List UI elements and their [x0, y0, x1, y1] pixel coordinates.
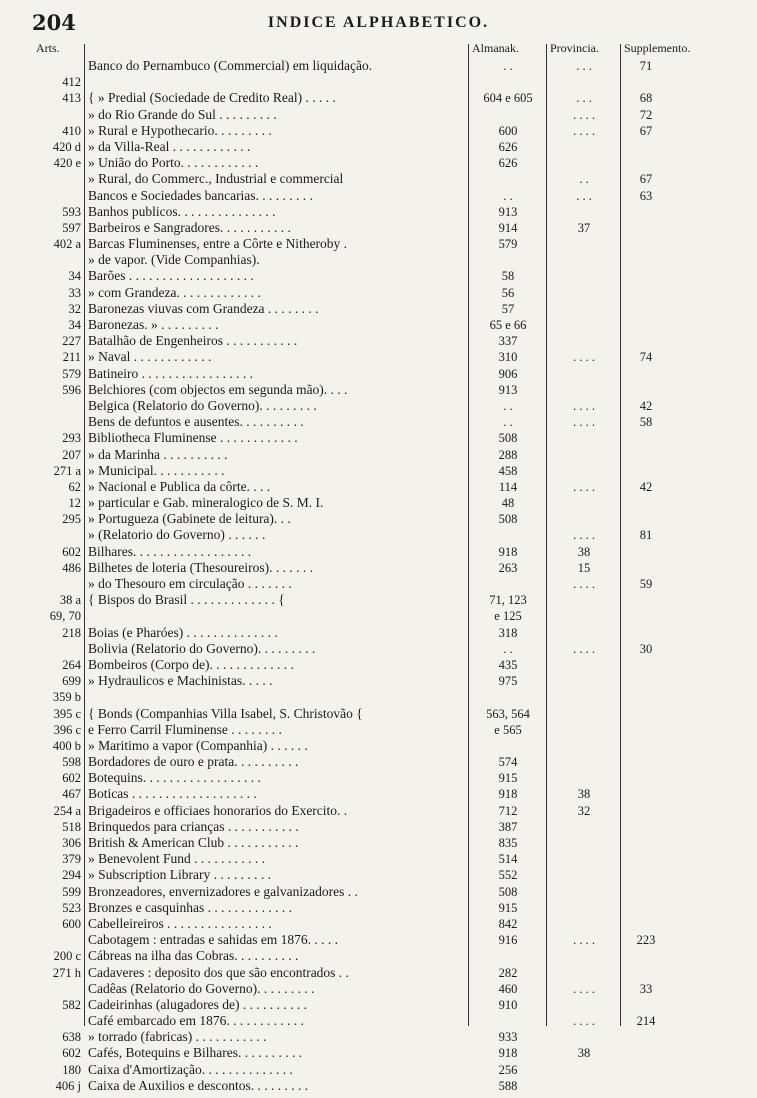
entry-text: Banhos publicos. . . . . . . . . . . . . . . — [88, 203, 276, 219]
index-entry — [0, 948, 757, 964]
entry-text: » do Thesouro em circulação . . . . . . . — [88, 576, 292, 591]
entry-article-number: 12 — [68, 496, 81, 511]
entry-text: » particular e Gab. mineralogico de S. M. I. — [88, 495, 324, 511]
entry-provincia-page: . . . . — [573, 479, 595, 494]
index-entry — [0, 608, 757, 624]
index-entry — [0, 171, 757, 187]
entry-article-number: 33 — [68, 285, 81, 300]
entry-provincia-page: . . . . — [573, 123, 595, 138]
entry-text: Caixa d'Amortização. . . . . . . . . . . . . . — [88, 1061, 293, 1077]
entry-text: Boias (e Pharóes) . . . . . . . . . . . . . . — [88, 624, 278, 640]
entry-text: » (Relatorio do Governo) . . . . . . — [88, 527, 266, 543]
entry-article-number: 596 — [62, 382, 81, 397]
entry-text: » torrado (fabricas) . . . . . . . . . . . — [88, 1029, 267, 1045]
entry-supplemento-page: 72 — [639, 107, 653, 122]
entry-almanak-page: 514 — [498, 852, 518, 867]
entry-almanak-page: 435 — [498, 657, 518, 672]
entry-almanak-page: 508 — [498, 884, 518, 899]
entry-provincia-page: 38 — [577, 544, 591, 559]
entry-almanak-page: 913 — [498, 382, 518, 397]
index-entry — [0, 754, 757, 770]
entry-article-number: 294 — [62, 868, 81, 883]
entry-almanak-page: 552 — [498, 868, 518, 883]
entry-article-number: 582 — [62, 997, 81, 1012]
index-entry — [0, 851, 757, 867]
entry-supplemento-page: 58 — [639, 415, 653, 430]
index-entry — [0, 139, 757, 155]
index-entry — [0, 414, 757, 430]
entry-provincia-page: . . . . — [573, 350, 595, 365]
entry-almanak-page: 626 — [498, 139, 518, 154]
entry-text: » do Rio Grande do Sul . . . . . . . . . — [88, 106, 277, 122]
entry-text: Cadaveres : deposito dos que são encontrados . . — [88, 964, 349, 980]
index-entry — [0, 884, 757, 900]
entry-almanak-page: 842 — [498, 916, 518, 931]
index-entry — [0, 932, 757, 948]
index-entry — [0, 900, 757, 916]
entry-article-number: 34 — [68, 318, 81, 332]
entry-almanak-page: 906 — [498, 366, 518, 381]
entry-text: Brinquedos para crianças . . . . . . . . . . . — [88, 818, 299, 834]
entry-almanak-page: 915 — [498, 900, 518, 915]
index-entry — [0, 641, 757, 657]
index-entry — [0, 317, 757, 333]
entry-almanak-page: 588 — [498, 1078, 518, 1093]
entry-almanak-page: e 125 — [494, 609, 522, 624]
index-entry — [0, 657, 757, 673]
entry-text: Baronezas. » . . . . . . . . . — [88, 317, 219, 332]
entry-supplemento-page: 68 — [639, 91, 653, 106]
entry-text: Cadeirinhas (alugadores de) . . . . . . . . . . — [88, 996, 307, 1012]
index-entry — [0, 430, 757, 446]
index-entry — [0, 90, 757, 106]
entry-provincia-page: 38 — [577, 1046, 591, 1061]
entry-almanak-page: 57 — [501, 301, 515, 316]
entry-almanak-page: 114 — [498, 479, 518, 494]
entry-almanak-page: 918 — [498, 1046, 518, 1061]
index-entry — [0, 544, 757, 560]
entry-article-number: 400 b — [52, 738, 81, 753]
index-entry — [0, 527, 757, 543]
entry-text: » da Marinha . . . . . . . . . . — [88, 446, 228, 462]
entry-text: Caixa de Auxilios e descontos. . . . . . . . . — [88, 1077, 309, 1093]
entry-supplemento-page: 71 — [639, 59, 653, 73]
entry-almanak-page: 913 — [498, 204, 518, 219]
entry-article-number: 602 — [62, 771, 81, 786]
entry-text: Bombeiros (Corpo de). . . . . . . . . . . . . — [88, 656, 294, 672]
entry-text: Bens de defuntos e ausentes. . . . . . . . . . — [88, 414, 304, 430]
entry-text: Bordadores de ouro e prata. . . . . . . . . . — [88, 754, 299, 770]
entry-article-number: 293 — [62, 431, 81, 446]
entry-almanak-page: 256 — [498, 1062, 518, 1077]
entry-text: Batalhão de Engenheiros . . . . . . . . . . . — [88, 333, 298, 349]
entry-article-number: 38 a — [59, 593, 81, 608]
index-entry — [0, 916, 757, 932]
entry-text: Boticas . . . . . . . . . . . . . . . . . . . — [88, 786, 257, 802]
entry-article-number: 402 a — [53, 237, 81, 252]
index-entry — [0, 204, 757, 220]
index-entry — [0, 398, 757, 414]
entry-article-number: 218 — [62, 625, 81, 640]
entry-provincia-page: 15 — [577, 560, 591, 575]
entry-provincia-page: . . . — [576, 188, 592, 203]
entry-supplemento-page: 63 — [639, 188, 653, 203]
index-entry — [0, 268, 757, 284]
entry-almanak-page: 563, 564 — [486, 706, 530, 721]
index-entry — [0, 74, 757, 90]
entry-article-number: 254 a — [53, 803, 81, 818]
entry-text: » Municipal. . . . . . . . . . . — [88, 462, 225, 478]
entry-text: Bilhares. . . . . . . . . . . . . . . . . . — [88, 543, 252, 559]
entry-text: » Maritimo a vapor (Companhia) . . . . . . — [88, 737, 308, 753]
entry-article-number: 420 e — [53, 156, 81, 171]
entry-almanak-page: 918 — [498, 787, 518, 802]
entry-supplemento-page: 30 — [639, 641, 653, 656]
entry-text: » Portugueza (Gabinete de leitura). . . — [88, 511, 291, 527]
entry-almanak-page: 712 — [498, 803, 518, 818]
index-entry — [0, 463, 757, 479]
entry-almanak-page: 915 — [498, 771, 518, 786]
index-entry — [0, 981, 757, 997]
entry-almanak-page: 604 e 605 — [483, 91, 533, 106]
entry-text: » com Grandeza. . . . . . . . . . . . . — [88, 284, 261, 300]
entry-text: » Rural, do Commerc., Industrial e commercial — [88, 171, 344, 187]
entry-text: Barcas Fluminenses, entre a Côrte e Nitheroby . — [88, 236, 348, 252]
entry-supplemento-page: 223 — [636, 933, 656, 948]
entry-supplemento-page: 42 — [639, 479, 653, 494]
entry-provincia-page: . . — [579, 172, 589, 187]
entry-provincia-page: . . . . — [573, 415, 595, 430]
entry-article-number: 200 c — [53, 949, 81, 964]
entry-article-number: 62 — [68, 479, 81, 494]
entry-almanak-page: . . — [503, 59, 513, 73]
entry-supplemento-page: 67 — [639, 172, 653, 187]
entry-text: Bilhetes de loteria (Thesoureiros). . . . . . . — [88, 559, 313, 575]
index-entry — [0, 495, 757, 511]
entry-article-number: 227 — [62, 334, 81, 349]
entry-text: { Bispos do Brasil . . . . . . . . . . . . . { — [88, 592, 285, 608]
entry-text: Belchiores (com objectos em segunda mão). . . . — [88, 381, 348, 397]
entry-almanak-page: 910 — [498, 997, 518, 1012]
entry-article-number: 699 — [62, 674, 81, 689]
index-entry — [0, 1045, 757, 1061]
entry-almanak-page: 387 — [498, 819, 518, 834]
entry-almanak-page: 579 — [498, 237, 518, 252]
entry-provincia-page: . . . . — [573, 981, 595, 996]
index-entry — [0, 349, 757, 365]
index-entry — [0, 1062, 757, 1078]
entry-almanak-page: 56 — [501, 285, 515, 300]
entry-article-number: 593 — [62, 204, 81, 219]
index-entry — [0, 689, 757, 705]
entry-supplemento-page: 74 — [639, 350, 653, 365]
entry-text: Café embarcado em 1876. . . . . . . . . . . . — [88, 1013, 304, 1029]
entry-article-number: 523 — [62, 900, 81, 915]
entry-text: Cabelleireiros . . . . . . . . . . . . . . . . — [88, 915, 272, 931]
entry-supplemento-page: 33 — [639, 981, 653, 996]
index-entry — [0, 479, 757, 495]
index-entry — [0, 1029, 757, 1045]
entry-almanak-page: 318 — [498, 625, 518, 640]
entry-text: Batineiro . . . . . . . . . . . . . . . . . — [88, 365, 253, 381]
entry-text: Cafés, Botequins e Bilhares. . . . . . . . . . — [88, 1045, 303, 1061]
entry-text: Barbeiros e Sangradores. . . . . . . . . . . — [88, 219, 291, 235]
entry-article-number: 413 — [62, 91, 81, 106]
index-entry — [0, 835, 757, 851]
entry-text: » Subscription Library . . . . . . . . . — [88, 867, 271, 883]
entry-almanak-page: 71, 123 — [489, 593, 527, 608]
entry-almanak-page: 574 — [498, 755, 518, 770]
entry-article-number: 32 — [68, 301, 81, 316]
entry-text: British & American Club . . . . . . . . . . . — [88, 835, 299, 850]
entry-article-number: 420 d — [52, 139, 81, 154]
index-entries — [0, 58, 757, 1094]
entry-provincia-page: . . . . — [573, 577, 595, 591]
entry-text: Cabotagem : entradas e sahidas em 1876. . . . . — [88, 932, 339, 948]
index-entry — [0, 560, 757, 576]
entry-almanak-page: 918 — [498, 544, 518, 559]
entry-text: e Ferro Carril Fluminense . . . . . . . . — [88, 721, 282, 737]
entry-almanak-page: 933 — [498, 1030, 518, 1045]
entry-provincia-page: . . . . — [573, 107, 595, 122]
entry-supplemento-page: 59 — [639, 577, 653, 591]
entry-text: Baronezas viuvas com Grandeza . . . . . . . . — [88, 300, 319, 316]
entry-text: » de vapor. (Vide Companhias). — [88, 252, 260, 268]
entry-provincia-page: 32 — [577, 803, 591, 818]
entry-article-number: 264 — [62, 657, 81, 672]
entry-text: » Benevolent Fund . . . . . . . . . . . — [88, 851, 265, 867]
index-entry — [0, 1013, 757, 1029]
index-entry — [0, 301, 757, 317]
entry-provincia-page: 38 — [577, 787, 591, 802]
entry-text: Bibliotheca Fluminense . . . . . . . . . . . . — [88, 430, 298, 446]
entry-article-number: 396 c — [53, 722, 81, 737]
entry-provincia-page: . . . . — [573, 398, 595, 413]
index-entry — [0, 738, 757, 754]
entry-supplemento-page: 81 — [639, 528, 653, 543]
entry-almanak-page: 458 — [498, 463, 518, 478]
column-header-almanak: Almanak. — [472, 41, 519, 55]
index-entry — [0, 803, 757, 819]
entry-provincia-page: 37 — [577, 220, 591, 235]
column-header-supplemento: Supplemento. — [624, 41, 691, 55]
entry-text: Banco do Pernambuco (Commercial) em liquidação. — [88, 58, 373, 73]
index-entry — [0, 252, 757, 268]
entry-article-number: 271 a — [53, 463, 81, 478]
index-entry — [0, 770, 757, 786]
entry-almanak-page: 914 — [498, 220, 518, 235]
entry-text: » União do Porto. . . . . . . . . . . . — [88, 155, 259, 171]
entry-almanak-page: e 565 — [494, 722, 522, 737]
entry-text: » Rural e Hypothecario. . . . . . . . . — [88, 122, 272, 138]
entry-almanak-page: 58 — [501, 269, 515, 284]
page-title: INDICE ALPHABETICO. — [267, 14, 490, 31]
entry-almanak-page: 310 — [498, 350, 518, 365]
index-entry — [0, 236, 757, 252]
entry-provincia-page: . . . . — [573, 933, 595, 948]
entry-text: Brigadeiros e officiaes honorarios do Exercito. . — [88, 802, 348, 818]
index-entry — [0, 673, 757, 689]
index-entry — [0, 285, 757, 301]
entry-provincia-page: . . . — [576, 59, 592, 73]
entry-article-number: 69, 70 — [49, 609, 81, 624]
entry-text: » Nacional e Publica da côrte. . . . — [88, 478, 271, 494]
entry-article-number: 597 — [62, 220, 81, 235]
index-entry — [0, 333, 757, 349]
entry-provincia-page: . . . . — [573, 1014, 595, 1029]
entry-almanak-page: 48 — [501, 496, 515, 511]
entry-supplemento-page: 42 — [639, 398, 653, 413]
entry-almanak-page: 975 — [498, 674, 518, 689]
entry-text: Botequins. . . . . . . . . . . . . . . . . . — [88, 770, 261, 786]
entry-article-number: 412 — [62, 75, 81, 90]
index-entry — [0, 576, 757, 592]
index-entry — [0, 155, 757, 171]
entry-supplemento-page: 214 — [636, 1014, 656, 1029]
index-entry — [0, 58, 757, 74]
entry-almanak-page: 508 — [498, 431, 518, 446]
entry-almanak-page: 626 — [498, 156, 518, 171]
entry-article-number: 602 — [62, 1046, 81, 1061]
index-entry — [0, 786, 757, 802]
entry-article-number: 406 j — [55, 1078, 81, 1093]
index-entry — [0, 447, 757, 463]
entry-article-number: 486 — [62, 560, 81, 575]
entry-article-number: 410 — [62, 123, 81, 138]
entry-almanak-page: 835 — [498, 836, 518, 850]
entry-article-number: 295 — [62, 512, 81, 527]
index-entry — [0, 625, 757, 641]
index-entry — [0, 706, 757, 722]
entry-almanak-page: 337 — [498, 334, 518, 349]
entry-almanak-page: . . — [503, 641, 513, 656]
entry-article-number: 638 — [62, 1030, 81, 1045]
index-entry — [0, 366, 757, 382]
index-entry — [0, 997, 757, 1013]
entry-almanak-page: 916 — [498, 933, 518, 948]
index-entry — [0, 1078, 757, 1094]
index-entry — [0, 965, 757, 981]
index-entry — [0, 220, 757, 236]
entry-text: Cadêas (Relatorio do Governo). . . . . . . . . — [88, 980, 315, 996]
entry-text: { Bonds (Companhias Villa Isabel, S. Christovão { — [88, 705, 363, 721]
page-header — [0, 10, 757, 40]
entry-almanak-page: 263 — [498, 560, 518, 575]
entry-text: Bolivia (Relatorio do Governo). . . . . . . . . — [88, 640, 316, 656]
entry-article-number: 271 h — [52, 965, 81, 980]
column-header-arts: Arts. — [36, 41, 60, 55]
index-entry — [0, 123, 757, 139]
entry-almanak-page: 600 — [498, 123, 518, 138]
index-entry — [0, 107, 757, 123]
index-entry — [0, 382, 757, 398]
entry-article-number: 379 — [62, 852, 81, 867]
entry-almanak-page: 508 — [498, 512, 518, 527]
entry-almanak-page: . . — [503, 188, 513, 203]
entry-article-number: 306 — [62, 836, 81, 850]
entry-article-number: 207 — [62, 447, 81, 462]
entry-text: Bancos e Sociedades bancarias. . . . . . . . . — [88, 187, 313, 203]
index-entry — [0, 592, 757, 608]
entry-text: Belgica (Relatorio do Governo). . . . . . . . . — [88, 397, 317, 413]
entry-article-number: 598 — [62, 755, 81, 770]
entry-text: Barões . . . . . . . . . . . . . . . . . . . — [88, 268, 254, 284]
entry-text: Bronzes e casquinhas . . . . . . . . . . . . . — [88, 899, 292, 915]
page-number: 204 — [32, 10, 76, 35]
entry-provincia-page: . . . — [576, 91, 592, 106]
entry-article-number: 34 — [68, 269, 81, 284]
entry-article-number: 600 — [62, 916, 81, 931]
entry-article-number: 395 c — [53, 706, 81, 721]
entry-text: Bronzeadores, envernizadores e galvanizadores . . — [88, 883, 358, 899]
entry-article-number: 602 — [62, 544, 81, 559]
entry-almanak-page: 282 — [498, 965, 518, 980]
index-entry — [0, 722, 757, 738]
entry-almanak-page: . . — [503, 415, 513, 430]
entry-provincia-page: . . . . — [573, 641, 595, 656]
entry-almanak-page: . . — [503, 398, 513, 413]
entry-article-number: 467 — [62, 787, 81, 802]
entry-text: Cábreas na ilha das Cobras. . . . . . . . . . — [88, 948, 299, 964]
entry-article-number: 579 — [62, 366, 81, 381]
entry-provincia-page: . . . . — [573, 528, 595, 543]
entry-article-number: 211 — [62, 350, 81, 365]
index-entry — [0, 511, 757, 527]
entry-almanak-page: 65 e 66 — [489, 318, 527, 332]
entry-supplemento-page: 67 — [639, 123, 653, 138]
index-entry — [0, 188, 757, 204]
entry-text: { » Predial (Sociedade de Credito Real) . . . . . — [88, 90, 336, 106]
entry-article-number: 180 — [62, 1062, 81, 1077]
entry-text: » Hydraulicos e Machinistas. . . . . — [88, 673, 273, 689]
index-entry — [0, 819, 757, 835]
index-entry — [0, 867, 757, 883]
entry-almanak-page: 460 — [498, 981, 518, 996]
column-header-provincia: Provincia. — [550, 41, 599, 55]
entry-article-number: 359 b — [52, 690, 81, 705]
entry-article-number: 518 — [62, 819, 81, 834]
entry-article-number: 599 — [62, 884, 81, 899]
entry-text: » Naval . . . . . . . . . . . . — [88, 349, 212, 365]
entry-text: » da Villa-Real . . . . . . . . . . . . — [88, 138, 251, 154]
entry-almanak-page: 288 — [498, 447, 518, 462]
